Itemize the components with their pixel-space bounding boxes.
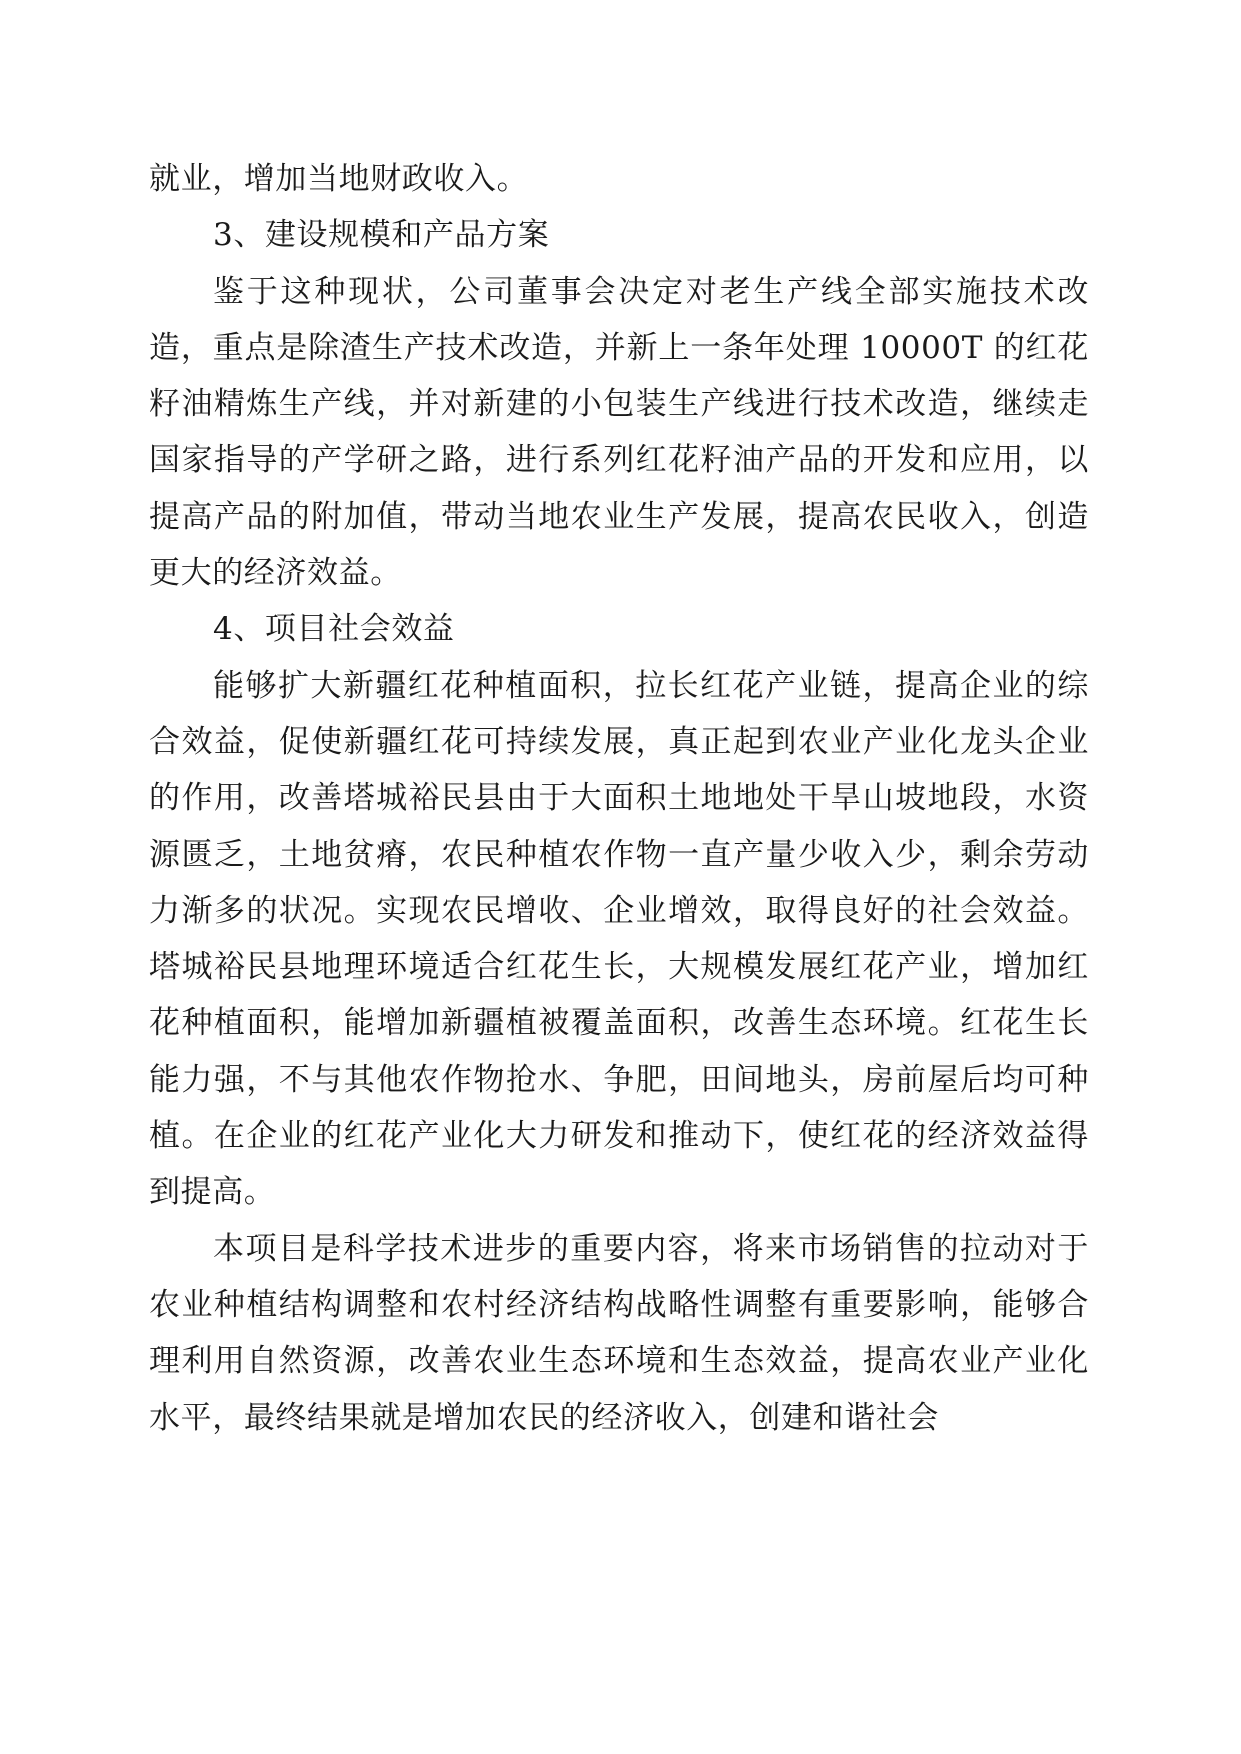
paragraph-employment-revenue: 就业，增加当地财政收入。 xyxy=(149,161,529,197)
paragraph-construction-plan: 鉴于这种现状，公司董事会决定对老生产线全部实施技术改造，重点是除渣生产技术改造，并新上一条年处理 10000T 的红花籽油精炼生产线，并对新建的小包装生产线进行技术改造，继续走国家指导的产学研之路，进行系列红花籽油产品的开发和应用，以提高产品的附加值，带动当地农业生产发展，提高农民收入，创造更大的经济效益。 xyxy=(149,273,1089,592)
document-body xyxy=(149,151,1089,1446)
paragraph-project-importance: 本项目是科学技术进步的重要内容，将来市场销售的拉动对于农业种植结构调整和农村经济结构战略性调整有重要影响，能够合理利用自然资源，改善农业生态环境和生态效益，提高农业产业化水平，最终结果就是增加农民的经济收入，创建和谐社会 xyxy=(149,1230,1089,1436)
section-heading-construction-scale: 3、建设规模和产品方案 xyxy=(213,217,550,254)
section-heading-social-benefits: 4、项目社会效益 xyxy=(213,611,455,648)
paragraph-social-benefits: 能够扩大新疆红花种植面积，拉长红花产业链，提高企业的综合效益，促使新疆红花可持续发展，真正起到农业产业化龙头企业的作用，改善塔城裕民县由于大面积土地地处干旱山坡地段，水资源匮乏，土地贫瘠，农民种植农作物一直产量少收入少，剩余劳动力渐多的状况。实现农民增收、企业增效，取得良好的社会效益。塔城裕民县地理环境适合红花生长，大规模发展红花产业，增加红花种植面积，能增加新疆植被覆盖面积，改善生态环境。红花生长能力强，不与其他农作物抢水、争肥，田间地头，房前屋后均可种植。在企业的红花产业化大力研发和推动下，使红花的经济效益得到提高。 xyxy=(149,667,1089,1211)
